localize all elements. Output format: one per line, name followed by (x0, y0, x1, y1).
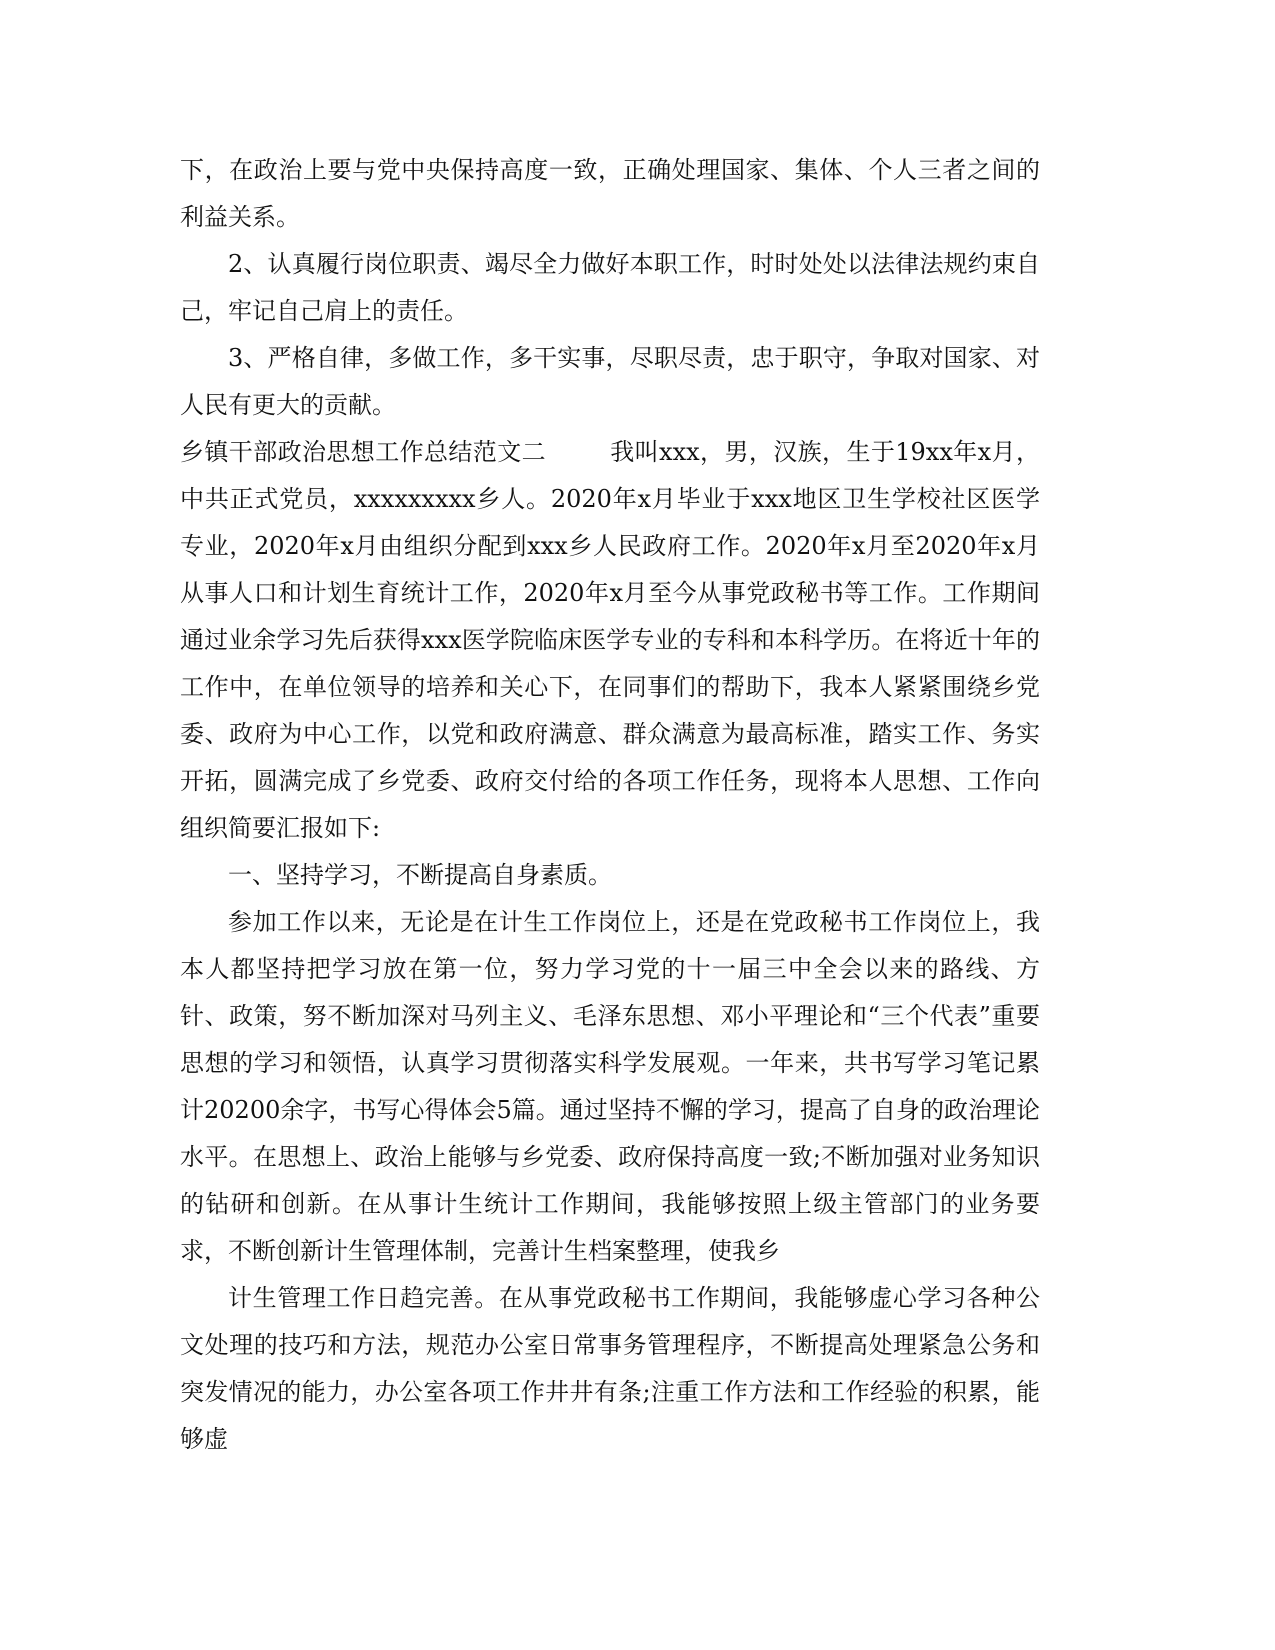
document-body (180, 147, 1040, 1463)
paragraph-1: 下，在政治上要与党中央保持高度一致，正确处理国家、集体、个人三者之间的利益关系。 (180, 156, 1040, 231)
paragraph-5: 一、坚持学习，不断提高自身素质。 (228, 861, 612, 889)
paragraph-7: 计生管理工作日趋完善。在从事党政秘书工作期间，我能够虚心学习各种公文处理的技巧和方法，规范办公室日常事务管理程序，不断提高处理紧急公务和突发情况的能力，办公室各项工作井井有条;注重工作方法和工作经验的积累，能够虚 (180, 1284, 1040, 1453)
paragraph-2: 2、认真履行岗位职责、竭尽全力做好本职工作，时时处处以法律法规约束自己，牢记自己肩上的责任。 (180, 250, 1040, 325)
paragraph-3: 3、严格自律，多做工作，多干实事，尽职尽责，忠于职守，争取对国家、对人民有更大的贡献。 (180, 344, 1040, 419)
paragraph-4: 乡镇干部政治思想工作总结范文二 我叫xxx，男，汉族，生于19xx年x月，中共正式党员，xxxxxxxxx乡人。2020年x月毕业于xxx地区卫生学校社区医学专业，2020年x月由组织分配到xxx乡人民政府工作。2020年x月至2020年x月从事人口和计划生育统计工作，2020年x月至今从事党政秘书等工作。工作期间通过业余学习先后获得xxx医学院临床医学专业的专科和本科学历。在将近十年的工作中，在单位领导的培养和关心下，在同事们的帮助下，我本人紧紧围绕乡党委、政府为中心工作，以党和政府满意、群众满意为最高标准，踏实工作、务实开拓，圆满完成了乡党委、政府交付给的各项工作任务，现将本人思想、工作向组织简要汇报如下: (180, 438, 1040, 842)
paragraph-6: 参加工作以来，无论是在计生工作岗位上，还是在党政秘书工作岗位上，我本人都坚持把学习放在第一位，努力学习党的十一届三中全会以来的路线、方针、政策，努不断加深对马列主义、毛泽东思想、邓小平理论和“三个代表”重要思想的学习和领悟，认真学习贯彻落实科学发展观。一年来，共书写学习笔记累计20200余字，书写心得体会5篇。通过坚持不懈的学习，提高了自身的政治理论水平。在思想上、政治上能够与乡党委、政府保持高度一致;不断加强对业务知识的钻研和创新。在从事计生统计工作期间，我能够按照上级主管部门的业务要求，不断创新计生管理体制，完善计生档案整理，使我乡 (180, 908, 1040, 1265)
